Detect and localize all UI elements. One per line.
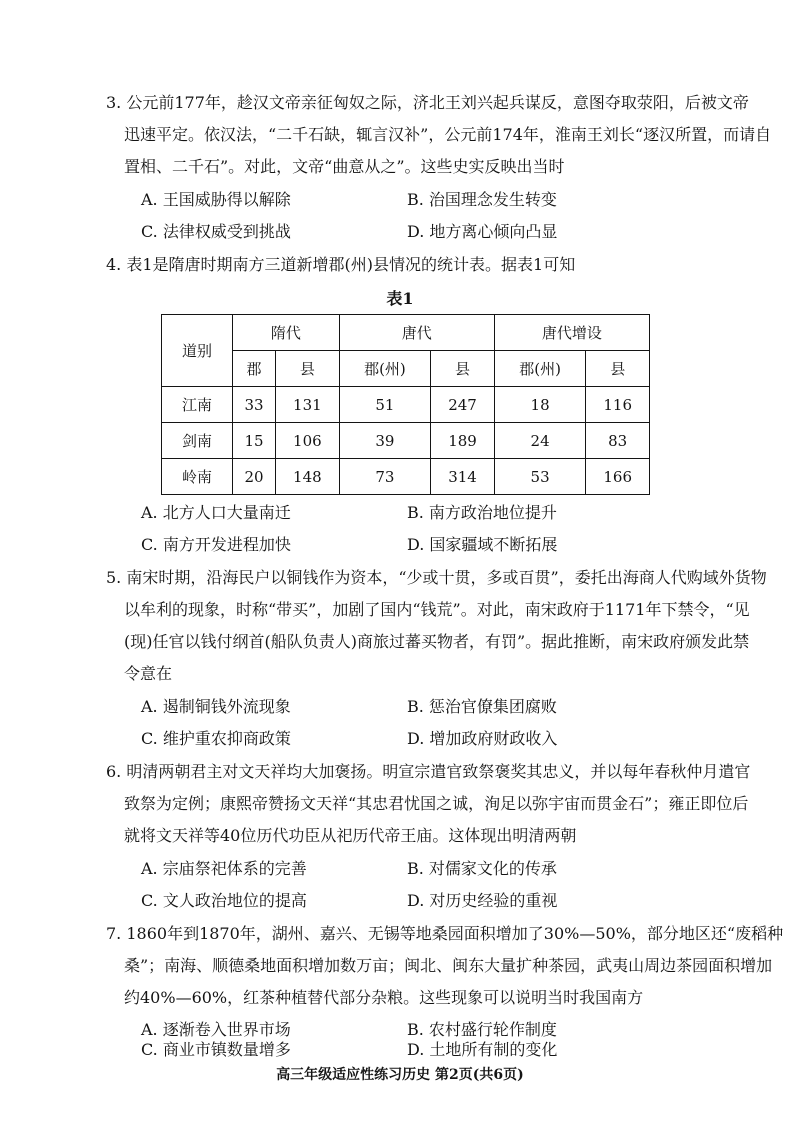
question-5-option-d[interactable]: D. 增加政府财政收入 [407, 729, 558, 748]
table-cell: 33 [233, 387, 276, 423]
question-7-line-1: 7. 1860年到1870年，湖州、嘉兴、无锡等地桑园面积增加了30%—50%，部分地区还“废稻种 [106, 924, 784, 943]
table-cell: 148 [276, 459, 340, 495]
question-7-option-a[interactable]: A. 逐渐卷入世界市场 [141, 1020, 291, 1039]
table-row-label: 剑南 [162, 423, 233, 459]
question-7-line-3: 约40%—60%，红茶种植替代部分杂粮。这些现象可以说明当时我国南方 [124, 988, 644, 1007]
question-5-line-3: (现)任官以钱付纲首(船队负责人)商旅过蕃买物者，有罚”。据此推断，南宋政府颁发此禁 [124, 632, 750, 651]
table-cell: 20 [233, 459, 276, 495]
question-6-line-3: 就将文天祥等40位历代功臣从祀历代帝王庙。这体现出明清两朝 [124, 826, 577, 845]
table-subheader: 郡 [233, 351, 276, 387]
question-3-option-a[interactable]: A. 王国威胁得以解除 [141, 190, 291, 209]
table-cell: 18 [494, 387, 586, 423]
question-4-option-a[interactable]: A. 北方人口大量南迁 [141, 503, 291, 522]
question-4-option-b[interactable]: B. 南方政治地位提升 [407, 503, 557, 522]
table-row-label: 岭南 [162, 459, 233, 495]
table-cell: 53 [494, 459, 586, 495]
table-group-header: 唐代增设 [494, 315, 649, 351]
question-5-option-c[interactable]: C. 维护重农抑商政策 [141, 729, 291, 748]
table-row [162, 423, 650, 459]
question-6-option-c[interactable]: C. 文人政治地位的提高 [141, 891, 307, 910]
table-group-header: 隋代 [233, 315, 340, 351]
question-3-line-1: 3. 公元前177年，趁汉文帝亲征匈奴之际，济北王刘兴起兵谋反，意图夺取荥阳，后被文帝 [106, 93, 749, 112]
question-3-option-d[interactable]: D. 地方离心倾向凸显 [407, 222, 558, 241]
question-6-line-2: 致祭为定例；康熙帝赞扬文天祥“其忠君忧国之诚，洵足以弥宇宙而贯金石”；雍正即位后 [124, 794, 749, 813]
question-5-line-1: 5. 南宋时期，沿海民户以铜钱作为资本，“少或十贯，多或百贯”，委托出海商人代购域外货物 [106, 568, 767, 587]
statistics-table [161, 314, 650, 495]
table-subheader: 县 [586, 351, 650, 387]
table-row [162, 387, 650, 423]
table-cell: 166 [586, 459, 650, 495]
question-5-line-4: 令意在 [124, 664, 173, 683]
question-5-option-b[interactable]: B. 惩治官僚集团腐败 [407, 697, 557, 716]
table-subheader: 郡(州) [494, 351, 586, 387]
table-corner-header: 道别 [162, 315, 233, 387]
table-cell: 51 [339, 387, 431, 423]
table-cell: 247 [431, 387, 495, 423]
table-subheader: 县 [276, 351, 340, 387]
question-5-line-2: 以牟利的现象，时称“带买”，加剧了国内“钱荒”。对此，南宋政府于1171年下禁令，“见 [124, 600, 750, 619]
question-6-option-a[interactable]: A. 宗庙祭祀体系的完善 [141, 859, 307, 878]
table-cell: 73 [339, 459, 431, 495]
question-3-option-b[interactable]: B. 治国理念发生转变 [407, 190, 557, 209]
question-4-option-d[interactable]: D. 国家疆域不断拓展 [407, 535, 558, 554]
question-7-option-b[interactable]: B. 农村盛行轮作制度 [407, 1020, 557, 1039]
question-7-option-d[interactable]: D. 土地所有制的变化 [407, 1040, 558, 1059]
table-cell: 24 [494, 423, 586, 459]
question-3-line-2: 迅速平定。依汉法，“二千石缺，辄言汉补”，公元前174年，淮南王刘长“逐汉所置，而请自 [124, 125, 772, 144]
table-cell: 314 [431, 459, 495, 495]
table-cell: 83 [586, 423, 650, 459]
table-cell: 15 [233, 423, 276, 459]
table-cell: 131 [276, 387, 340, 423]
table-cell: 39 [339, 423, 431, 459]
question-7-option-c[interactable]: C. 商业市镇数量增多 [141, 1040, 291, 1059]
table-cell: 189 [431, 423, 495, 459]
table-row [162, 459, 650, 495]
question-4-line-1: 4. 表1是隋唐时期南方三道新增郡(州)县情况的统计表。据表1可知 [106, 255, 576, 274]
table-caption: 表1 [386, 289, 414, 308]
table-subheader: 郡(州) [339, 351, 431, 387]
question-3-option-c[interactable]: C. 法律权威受到挑战 [141, 222, 291, 241]
question-6-line-1: 6. 明清两朝君主对文天祥均大加褒扬。明宣宗遣官致祭褒奖其忠义，并以每年春秋仲月遣官 [106, 762, 751, 781]
table-cell: 106 [276, 423, 340, 459]
question-4-option-c[interactable]: C. 南方开发进程加快 [141, 535, 291, 554]
page-footer: 高三年级适应性练习历史 第2页(共6页) [276, 1067, 524, 1083]
question-5-option-a[interactable]: A. 遏制铜钱外流现象 [141, 697, 291, 716]
question-6-option-d[interactable]: D. 对历史经验的重视 [407, 891, 558, 910]
table-subheader: 县 [431, 351, 495, 387]
table-group-header: 唐代 [339, 315, 494, 351]
question-7-line-2: 桑”；南海、顺德桑地面积增加数万亩；闽北、闽东大量扩种茶园，武夷山周边茶园面积增加 [124, 956, 773, 975]
table-cell: 116 [586, 387, 650, 423]
question-6-option-b[interactable]: B. 对儒家文化的传承 [407, 859, 557, 878]
table-row-label: 江南 [162, 387, 233, 423]
question-3-line-3: 置相、二千石”。对此，文帝“曲意从之”。这些史实反映出当时 [124, 157, 565, 176]
